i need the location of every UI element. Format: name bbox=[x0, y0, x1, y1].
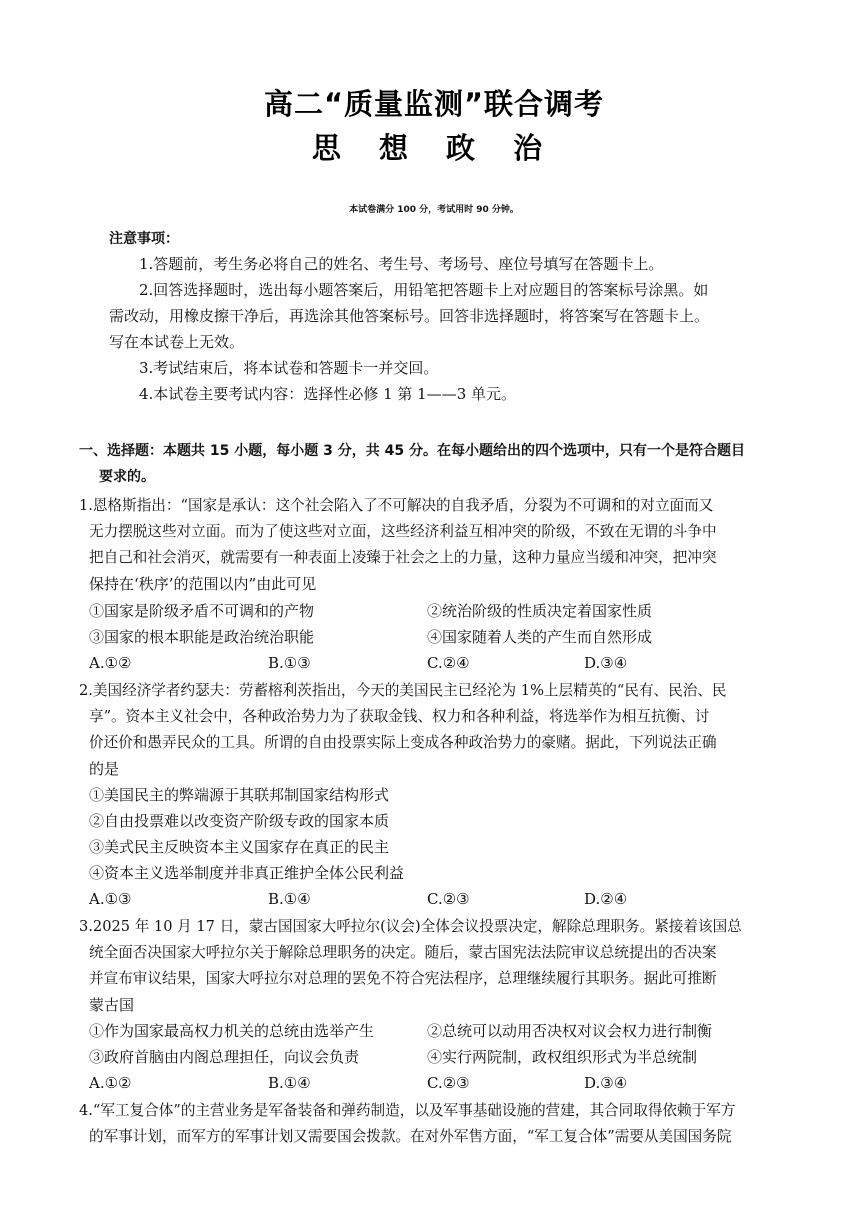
section-heading: 一、选择题：本题共 15 小题，每小题 3 分，共 45 分。在每小题给出的四个选项中，只有一个是符合题目 bbox=[79, 443, 745, 459]
question-2-stem: 享”。资本主义社会中，各种政治势力为了获取金钱、权力和各种利益，将选举作为相互抗衡、讨 bbox=[89, 708, 710, 725]
question-1-stem: 无力摆脱这些对立面。而为了使这些对立面，这些经济利益互相冲突的阶级，不致在无谓的斗争中 bbox=[89, 523, 717, 540]
question-3-stem: 3.2025 年 10 月 17 日，蒙古国国家大呼拉尔(议会)全体会议投票决定，解除总理职务。紧接着该国总 bbox=[79, 918, 742, 935]
notice-item-4: 4.本试卷主要考试内容：选择性必修 1 第 1——3 单元。 bbox=[139, 385, 517, 403]
q1-option-d: D.③④ bbox=[584, 654, 628, 672]
question-4-stem: 的军事计划，而军方的军事计划又需要国会拨款。在对外军售方面，“军工复合体”需要从美国国务院 bbox=[89, 1128, 732, 1145]
exam-title: 高二“质量监测”联合调考 bbox=[263, 87, 605, 121]
notice-item-2: 2.回答选择题时，选出每小题答案后，用铅笔把答题卡上对应题目的答案标号涂黑。如 bbox=[139, 281, 709, 299]
q3-statement-3: ③政府首脑由内阁总理担任，向议会负责 bbox=[89, 1048, 360, 1066]
question-3-stem: 统全面否决国家大呼拉尔关于解除总理职务的决定。随后，蒙古国宪法法院审议总统提出的否决案 bbox=[89, 944, 717, 961]
question-1-stem: 把自己和社会消灭，就需要有一种表面上凌臻于社会之上的力量，这种力量应当缓和冲突，把冲突 bbox=[89, 549, 717, 566]
q1-statement-1: ①国家是阶级矛盾不可调和的产物 bbox=[89, 602, 315, 620]
notice-item-2-cont: 需改动，用橡皮擦干净后，再选涂其他答案标号。回答非选择题时，将答案写在答题卡上。 bbox=[109, 307, 710, 325]
q3-option-b: B.①④ bbox=[268, 1074, 311, 1092]
q1-option-a: A.①② bbox=[89, 654, 132, 672]
question-4-stem: 4.“军工复合体”的主营业务是军备装备和弹药制造，以及军事基础设施的营建，其合同取得依赖于军方 bbox=[79, 1102, 736, 1119]
notice-item-1: 1.答题前，考生务必将自己的姓名、考生号、考场号、座位号填写在答题卡上。 bbox=[139, 255, 664, 273]
q1-statement-2: ②统治阶级的性质决定着国家性质 bbox=[427, 602, 653, 620]
q2-statement-3: ③美式民主反映资本主义国家存在真正的民主 bbox=[89, 838, 390, 856]
q3-option-a: A.①② bbox=[89, 1074, 132, 1092]
q3-option-c: C.②③ bbox=[427, 1074, 470, 1092]
q1-statement-4: ④国家随着人类的产生而自然形成 bbox=[427, 628, 653, 646]
question-1-stem: 保持在‘秩序’的范围以内”由此可见 bbox=[89, 575, 317, 593]
section-heading-cont: 要求的。 bbox=[99, 469, 155, 485]
notice-item-2-cont: 写在本试卷上无效。 bbox=[109, 333, 245, 351]
q2-option-b: B.①④ bbox=[268, 890, 311, 908]
q3-option-d: D.③④ bbox=[584, 1074, 628, 1092]
notice-item-3: 3.考试结束后，将本试卷和答题卡一并交回。 bbox=[139, 359, 439, 377]
q2-option-d: D.②④ bbox=[584, 890, 628, 908]
q3-statement-4: ④实行两院制，政权组织形式为半总统制 bbox=[427, 1048, 698, 1066]
q2-statement-1: ①美国民主的弊端源于其联邦制国家结构形式 bbox=[89, 786, 390, 804]
q2-statement-2: ②自由投票难以改变资产阶级专政的国家本质 bbox=[89, 812, 390, 830]
question-3-stem: 并宣布审议结果，国家大呼拉尔对总理的罢免不符合宪法程序，总理继续履行其职务。据此可推断 bbox=[89, 970, 717, 987]
q3-statement-2: ②总统可以动用否决权对议会权力进行制衡 bbox=[427, 1022, 713, 1040]
question-2-stem: 的是 bbox=[89, 760, 120, 778]
q1-statement-3: ③国家的根本职能是政治统治职能 bbox=[89, 628, 315, 646]
question-2-stem: 价还价和愚弄民众的工具。所谓的自由投票实际上变成各种政治势力的豪赌。据此，下列说法正确 bbox=[89, 734, 717, 751]
q2-statement-4: ④资本主义选举制度并非真正维护全体公民利益 bbox=[89, 864, 405, 882]
score-info: 本试卷满分 100 分，考试用时 90 分钟。 bbox=[349, 205, 519, 215]
q2-option-a: A.①③ bbox=[89, 890, 132, 908]
notice-heading: 注意事项： bbox=[109, 231, 179, 247]
question-3-stem: 蒙古国 bbox=[89, 996, 135, 1014]
q3-statement-1: ①作为国家最高权力机关的总统由选举产生 bbox=[89, 1022, 375, 1040]
q1-option-b: B.①③ bbox=[268, 654, 311, 672]
question-1-stem: 1.恩格斯指出：“国家是承认：这个社会陷入了不可解决的自我矛盾，分裂为不可调和的对立面而又 bbox=[79, 497, 714, 514]
q1-option-c: C.②④ bbox=[427, 654, 470, 672]
question-2-stem: 2.美国经济学者约瑟夫：劳蓄榕利茨指出，今天的美国民主已经沦为 1%上层精英的“民有、民治、民 bbox=[79, 682, 727, 699]
subject-title: 思 想 政 治 bbox=[311, 131, 557, 165]
q2-option-c: C.②③ bbox=[427, 890, 470, 908]
